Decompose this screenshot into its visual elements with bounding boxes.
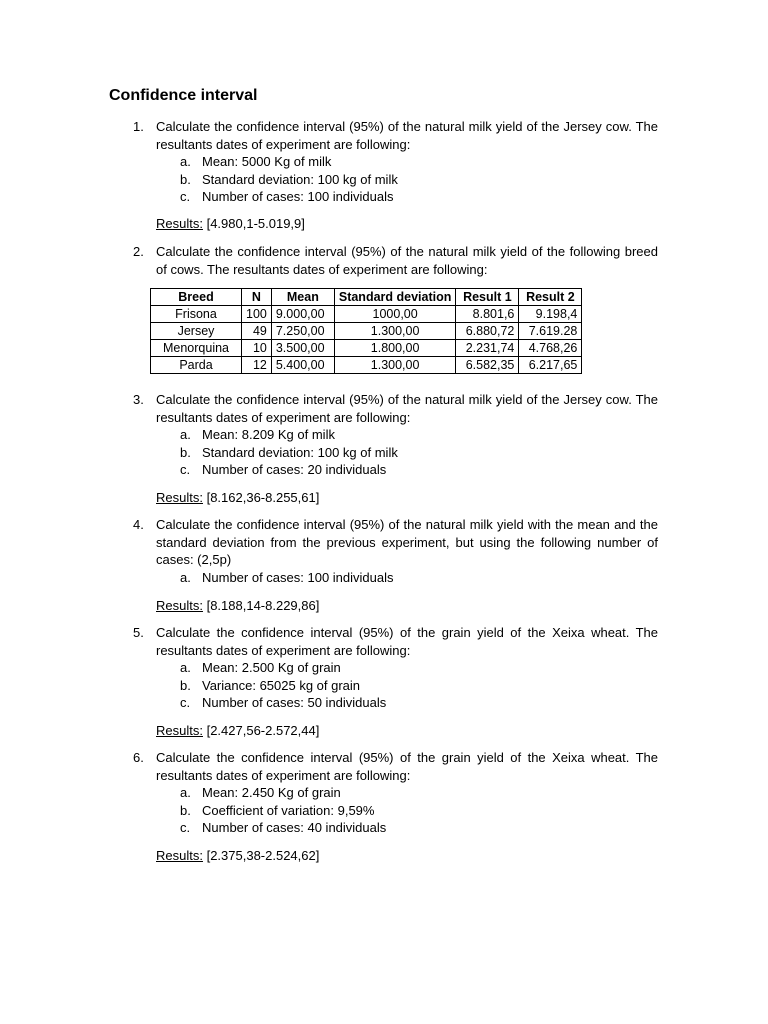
table-cell: 7.619.28 (519, 323, 582, 340)
list-item-letter: a. (180, 427, 191, 442)
question-number: 1. (133, 119, 144, 134)
list-item-letter: c. (180, 189, 191, 204)
result-value: [8.162,36-8.255,61] (202, 490, 320, 505)
column-header-n: N (242, 289, 272, 306)
table-cell: Parda (151, 357, 242, 374)
table-header-row (151, 289, 582, 306)
question-text: Calculate the confidence interval (95%) of the natural milk yield of the Jersey cow. The resultants dates of experiment are following: (156, 392, 658, 425)
question-number: 6. (133, 750, 144, 765)
table-cell: 3.500,00 (271, 340, 334, 357)
table-cell: 7.250,00 (271, 323, 334, 340)
result-value: [4.980,1-5.019,9] (202, 216, 305, 231)
page-title: Confidence interval (109, 87, 258, 104)
table-row (151, 306, 582, 323)
list-item-letter: a. (180, 570, 191, 585)
table-cell: 4.768,26 (519, 340, 582, 357)
table-cell: 9.198,4 (519, 306, 582, 323)
list-item-text: Mean: 2.500 Kg of grain (202, 660, 341, 675)
table-cell: 1.300,00 (334, 323, 456, 340)
result-label: Results: (156, 490, 203, 505)
list-item-letter: a. (180, 785, 191, 800)
result-value: [8.188,14-8.229,86] (202, 598, 320, 613)
question-number: 3. (133, 392, 144, 407)
column-header-result-2: Result 2 (519, 289, 582, 306)
list-item-text: Coefficient of variation: 9,59% (202, 803, 375, 818)
list-item-letter: a. (180, 660, 191, 675)
result-line (156, 215, 305, 233)
table-cell: 6.880,72 (456, 323, 519, 340)
question-text: Calculate the confidence interval (95%) of the grain yield of the Xeixa wheat. The resultants dates of experiment are following: (156, 625, 658, 658)
result-label: Results: (156, 848, 203, 863)
list-item-text: Number of cases: 50 individuals (202, 695, 387, 710)
question-number: 4. (133, 517, 144, 532)
result-label: Results: (156, 216, 203, 231)
table-cell: 6.582,35 (456, 357, 519, 374)
list-item-text: Number of cases: 20 individuals (202, 462, 387, 477)
table-cell: 5.400,00 (271, 357, 334, 374)
result-value: [2.427,56-2.572,44] (202, 723, 320, 738)
table-cell: 12 (242, 357, 272, 374)
list-item-letter: b. (180, 172, 191, 187)
table-row (151, 340, 582, 357)
result-line (156, 489, 319, 507)
list-item-text: Mean: 5000 Kg of milk (202, 154, 332, 169)
table-cell: 100 (242, 306, 272, 323)
question-number: 5. (133, 625, 144, 640)
table-cell: Menorquina (151, 340, 242, 357)
list-item-text: Standard deviation: 100 kg of milk (202, 445, 398, 460)
list-item-text: Number of cases: 100 individuals (202, 570, 394, 585)
breed-table (150, 288, 582, 374)
column-header-mean: Mean (271, 289, 334, 306)
list-item-letter: c. (180, 462, 191, 477)
question-text: Calculate the confidence interval (95%) of the natural milk yield of the Jersey cow. The resultants dates of experiment are following: (156, 119, 658, 152)
list-item-letter: b. (180, 678, 191, 693)
table-cell: Frisona (151, 306, 242, 323)
result-value: [2.375,38-2.524,62] (202, 848, 320, 863)
result-line (156, 722, 319, 740)
table-cell: 1.800,00 (334, 340, 456, 357)
list-item-letter: c. (180, 820, 191, 835)
column-header-standard-deviation: Standard deviation (334, 289, 456, 306)
list-item-text: Standard deviation: 100 kg of milk (202, 172, 398, 187)
question-text: Calculate the confidence interval (95%) of the natural milk yield with the mean and the standard deviation from the previous experiment, but using the following number of cases: (2,5p) (156, 517, 658, 568)
result-line (156, 597, 319, 615)
list-item-letter: b. (180, 445, 191, 460)
list-item-letter: b. (180, 803, 191, 818)
list-item-text: Number of cases: 40 individuals (202, 820, 387, 835)
question-text: Calculate the confidence interval (95%) of the natural milk yield of the following breed of cows. The resultants dates of experiment are following: (156, 244, 658, 277)
question-text: Calculate the confidence interval (95%) of the grain yield of the Xeixa wheat. The resultants dates of experiment are following: (156, 750, 658, 783)
list-item-text: Variance: 65025 kg of grain (202, 678, 361, 693)
result-label: Results: (156, 598, 203, 613)
result-line (156, 847, 319, 865)
list-item-text: Number of cases: 100 individuals (202, 189, 394, 204)
list-item-text: Mean: 2.450 Kg of grain (202, 785, 341, 800)
list-item-letter: a. (180, 154, 191, 169)
table-cell: 8.801,6 (456, 306, 519, 323)
column-header-breed: Breed (151, 289, 242, 306)
list-item-letter: c. (180, 695, 191, 710)
column-header-result-1: Result 1 (456, 289, 519, 306)
table-cell: Jersey (151, 323, 242, 340)
table-cell: 2.231,74 (456, 340, 519, 357)
question-number: 2. (133, 244, 144, 259)
table-cell: 1.300,00 (334, 357, 456, 374)
table-cell: 6.217,65 (519, 357, 582, 374)
table-cell: 9.000,00 (271, 306, 334, 323)
result-label: Results: (156, 723, 203, 738)
table-cell: 1000,00 (334, 306, 456, 323)
table-cell: 10 (242, 340, 272, 357)
table-row (151, 357, 582, 374)
table-cell: 49 (242, 323, 272, 340)
table-row (151, 323, 582, 340)
list-item-text: Mean: 8.209 Kg of milk (202, 427, 335, 442)
